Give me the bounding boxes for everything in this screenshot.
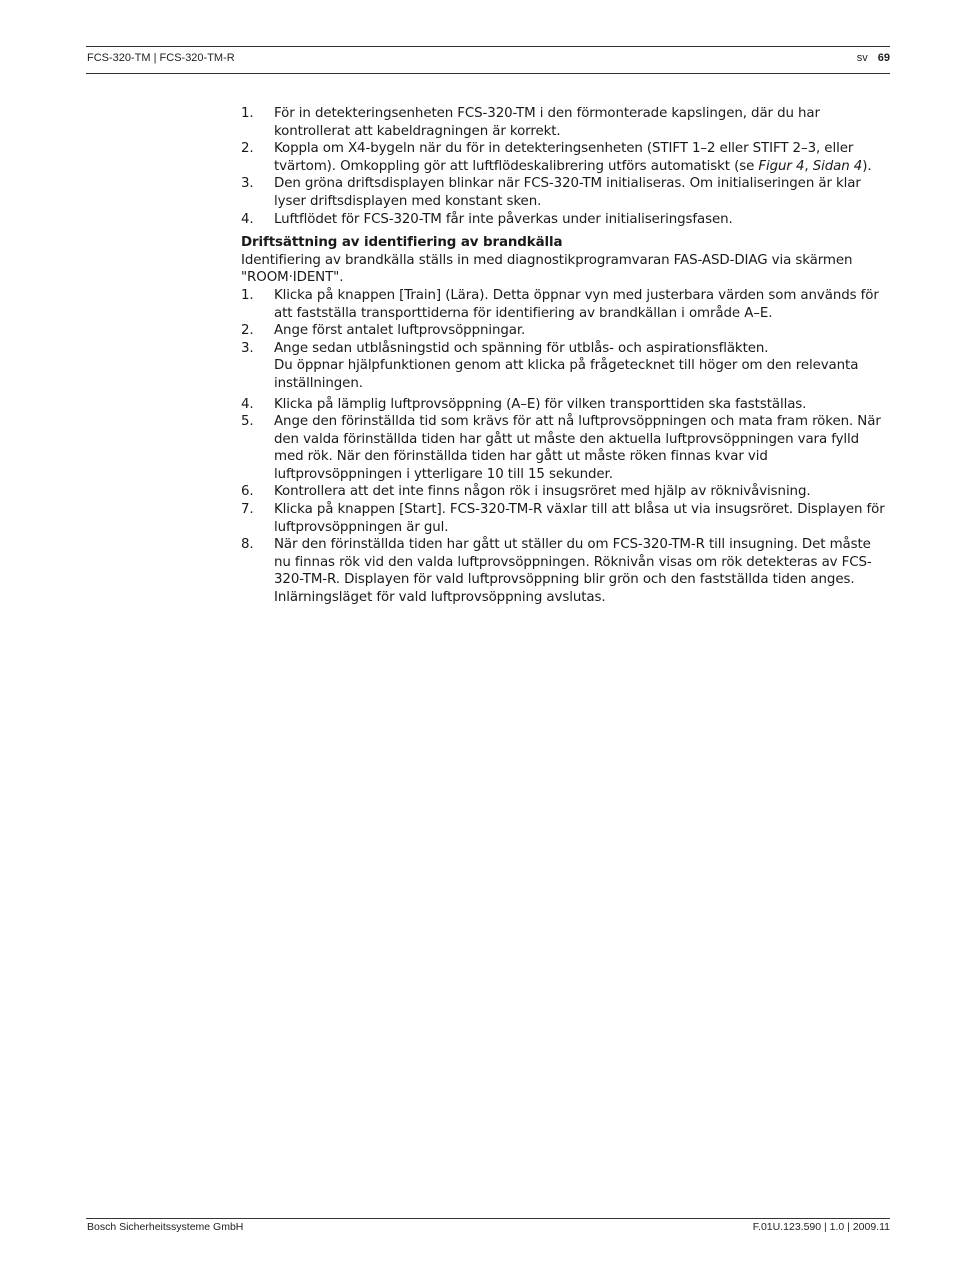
list-number: 1.	[241, 106, 254, 121]
list-text: Ange först antalet luftprovsöppningar.	[274, 323, 526, 339]
footer-company: Bosch Sicherheitssysteme GmbH	[87, 1221, 244, 1233]
list-text: Den gröna driftsdisplayen blinkar när FCS-320-TM initialiseras. Om initialiseringen är klar lyser driftsdisplayen med konstant sken.	[274, 176, 861, 209]
list-number: 8.	[241, 537, 254, 553]
footer-doc-id: F.01U.123.590 | 1.0 | 2009.11	[752, 1221, 890, 1233]
page-content	[241, 105, 891, 607]
list-number: 7.	[241, 502, 254, 518]
header-rule-top	[86, 46, 890, 47]
list-item	[241, 175, 891, 210]
list-item	[241, 483, 891, 501]
list-text: Klicka på lämplig luftprovsöppning (A–E) för vilken transporttiden ska fastställas.	[274, 396, 807, 412]
list-number: 3.	[241, 176, 254, 192]
commissioning-steps-list	[241, 287, 891, 607]
list-text: Klicka på knappen [Start]. FCS-320-TM-R växlar till att blåsa ut via insugsröret. Displayen för luftprovsöppningen är gul.	[274, 502, 885, 535]
page-reference[interactable]: Sidan 4	[812, 158, 863, 174]
list-text: Klicka på knappen [Train] (Lära). Detta öppnar vyn med justerbara värden som används för att fastställa transporttiderna för identifiering av brandkällan i område A–E.	[274, 287, 879, 321]
install-steps-list	[241, 105, 891, 228]
list-item	[241, 287, 891, 322]
footer-rule	[86, 1218, 890, 1219]
list-text: När den förinställda tiden har gått ut ställer du om FCS-320-TM-R till insugning. Det måste nu finnas rök vid den valda luftprovsöppningen. Röknivån visas om rök detekteras av FCS-320-TM-R. Displayen för vald luftprovsöppning blir grön och den fastställda tiden anges. Inlärningsläget för vald luftprovsöppning avslutas.	[274, 537, 872, 606]
list-text: Kontrollera att det inte finns någon rök i insugsröret med hjälp av röknivåvisning.	[274, 484, 811, 500]
header-language: sv	[856, 52, 868, 64]
list-item	[241, 396, 891, 414]
list-item	[241, 413, 891, 483]
section-heading: Driftsättning av identifiering av brandkälla	[241, 235, 563, 251]
list-number: 4.	[241, 211, 254, 227]
header-page-info	[857, 52, 890, 64]
list-text: Koppla om X4-bygeln när du för in detekteringsenheten (STIFT 1–2 eller STIFT 2–3, eller tvärtom). Omkoppling gör att luftflödeskalibrering utförs automatiskt (se Figur 4, Sidan 4).	[274, 141, 872, 174]
list-text: Luftflödet för FCS-320-TM får inte påverkas under initialiseringsfasen.	[274, 211, 733, 227]
list-item	[241, 340, 891, 393]
list-number: 2.	[241, 323, 254, 339]
header-title: FCS-320-TM | FCS-320-TM-R	[87, 52, 235, 64]
list-item	[241, 105, 891, 140]
header-rule-bottom	[86, 73, 890, 74]
list-number: 1.	[241, 287, 254, 303]
list-item	[241, 211, 891, 229]
list-item	[241, 140, 891, 175]
section-intro: Identifiering av brandkälla ställs in med diagnostikprogramvaran FAS-ASD-DIAG via skärmen "ROOM·IDENT".	[241, 252, 853, 286]
list-item	[241, 501, 891, 536]
list-text: Ange sedan utblåsningstid och spänning för utblås- och aspirationsfläkten. Du öppnar hjälpfunktionen genom att klicka på frågetecknet till höger om den relevanta inställningen.	[274, 340, 891, 393]
list-note: Du öppnar hjälpfunktionen genom att klicka på frågetecknet till höger om den relevanta inställningen.	[274, 358, 859, 391]
list-text: Ange den förinställda tid som krävs för att nå luftprovsöppningen och mata fram röken. När den valda förinställda tiden har gått ut måste den aktuella luftprovsöppningen vara fylld med rök. När den förinställda tiden har gått ut måste röken finnas kvar vid luftprovsöppningen i ytterligare 10 till 15 sekunder.	[274, 414, 881, 482]
list-item	[241, 536, 891, 606]
list-number: 5.	[241, 414, 254, 430]
list-number: 4.	[241, 396, 254, 412]
list-number: 3.	[241, 340, 254, 356]
list-number: 6.	[241, 484, 254, 500]
list-item	[241, 322, 891, 340]
page-number: 69	[877, 52, 890, 64]
list-number: 2.	[241, 141, 254, 157]
list-text: För in detekteringsenheten FCS-320-TM i den förmonterade kapslingen, där du har kontrollerat att kabeldragningen är korrekt.	[274, 106, 820, 139]
figure-reference[interactable]: Figur 4	[758, 158, 805, 174]
